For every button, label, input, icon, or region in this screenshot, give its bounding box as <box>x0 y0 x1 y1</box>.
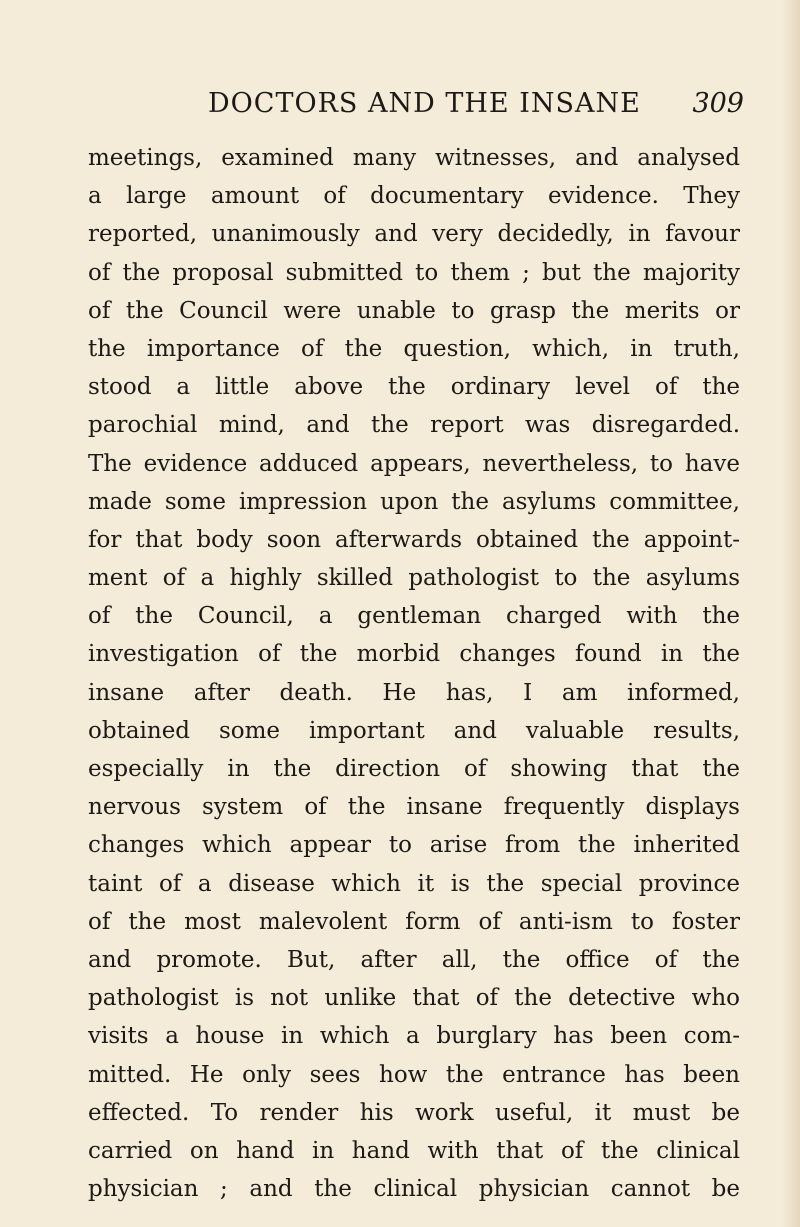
text-line: especially in the direction of showing that the <box>88 756 740 782</box>
text-line: mitted. He only sees how the entrance has been <box>88 1061 740 1088</box>
text-line: investigation of the morbid changes found in the <box>88 641 740 668</box>
text-line: for that body soon afterwards obtained the appoint- <box>88 526 740 553</box>
text-line: the importance of the question, which, in truth, <box>88 335 740 362</box>
text-line: carried on hand in hand with that of the clinical <box>88 1137 740 1164</box>
page-edge-shadow <box>782 0 800 1227</box>
page-number: 309 <box>692 88 744 119</box>
text-line: physician ; and the clinical physician cannot be <box>88 1176 740 1203</box>
text-line: pathologist is not unlike that of the detective who <box>88 985 740 1012</box>
text-line: reported, unanimously and very decidedly, in favour <box>88 221 740 248</box>
text-line: ment of a highly skilled pathologist to the asylums <box>88 565 740 592</box>
text-line: made some impression upon the asylums committee, <box>88 488 740 515</box>
text-line: changes which appear to arise from the inherited <box>88 832 740 859</box>
text-line: visits a house in which a burglary has been com- <box>88 1023 740 1050</box>
text-line: of the Council were unable to grasp the merits or <box>88 297 740 324</box>
running-head: DOCTORS AND THE INSANE <box>208 88 641 119</box>
text-line: of the most malevolent form of anti-ism to foster <box>88 908 740 935</box>
text-line: of the Council, a gentleman charged with the <box>88 603 740 630</box>
text-line: nervous system of the insane frequently displays <box>88 794 740 821</box>
text-line: and promote. But, after all, the office of the <box>88 946 740 973</box>
text-line: a large amount of documentary evidence. They <box>88 183 740 210</box>
text-line: stood a little above the ordinary level of the <box>88 374 740 401</box>
page-header <box>0 80 800 120</box>
text-line: obtained some important and valuable results, <box>88 717 740 744</box>
body-text <box>88 139 740 1208</box>
text-line: of the proposal submitted to them ; but the majority <box>88 259 740 286</box>
text-line: parochial mind, and the report was disregarded. <box>88 412 740 439</box>
text-line: meetings, examined many witnesses, and analysed <box>88 145 740 171</box>
text-line: taint of a disease which it is the special province <box>88 870 740 897</box>
text-line: The evidence adduced appears, nevertheless, to have <box>88 450 740 477</box>
text-line: insane after death. He has, I am informed, <box>88 679 740 706</box>
text-line: effected. To render his work useful, it must be <box>88 1099 740 1126</box>
